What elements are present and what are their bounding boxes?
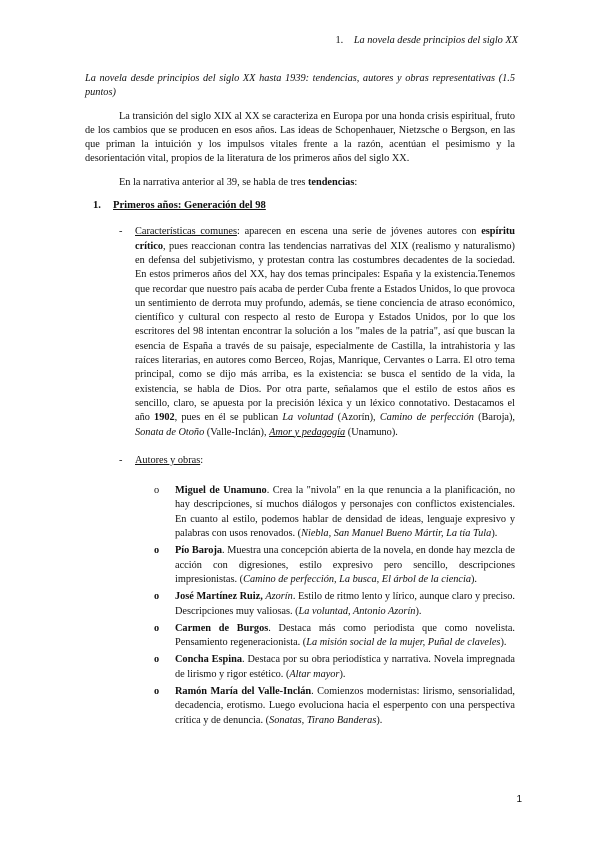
author-works: La voluntad, Antonio Azorín [298, 605, 416, 617]
author-description: . Destaca más como periodista que como novelista. Pensamiento regeneracionista. ( [175, 622, 515, 649]
list-item [154, 622, 515, 651]
autores-suffix: : [200, 454, 204, 466]
bullet-icon: o [154, 654, 160, 666]
author-works: La misión social de la mujer, Puñal de claveles [306, 637, 501, 649]
running-header [336, 34, 518, 48]
bullet-icon: o [154, 685, 160, 697]
autores-label: Autores y obras [135, 454, 201, 466]
page-number: 1 [516, 794, 522, 805]
bullet-icon: o [154, 485, 160, 497]
author-name: José Martínez Ruiz, [175, 591, 266, 603]
author-end: ). [415, 605, 422, 617]
caracteristicas-text-7: (Unamuno). [345, 426, 398, 438]
author-end: ). [376, 714, 383, 726]
list-item [154, 590, 516, 619]
caracteristicas-paragraph [135, 225, 515, 439]
author-end: ). [471, 573, 478, 585]
authors-list [154, 484, 516, 728]
list-item [154, 685, 515, 728]
caracteristicas-text-5: (Baroja), [473, 412, 516, 424]
work-title: Camino de perfección [379, 412, 474, 424]
author-end: ). [500, 637, 507, 649]
list-item [154, 653, 515, 682]
author-name: Miguel de Unamuno [175, 485, 267, 497]
section-number: 1. [93, 200, 101, 212]
tendencias-bold: tendencias [307, 176, 355, 188]
author-description: . Crea la "nivola" en la que renuncia a la planificación, no hay descripciones, sí muchos diálogos y personajes con conflictos existenciales. En cuanto al estilo, podemos hablar de densidad de ideas, lenguaje expresivo y palabras con usos renovados. ( [175, 485, 515, 540]
document-title: La novela desde principios del siglo XX hasta 1939: tendencias, autores y obras representativas (1.5 puntos) [85, 73, 515, 99]
author-description: . Destaca por su obra periodística y narrativa. Novela impregnada de lirismo y rigor estético. ( [175, 654, 515, 680]
work-title: La voluntad [282, 412, 334, 424]
author-works: Camino de perfección, La busca, El árbol de la ciencia [243, 573, 471, 585]
author-works: Niebla, San Manuel Bueno Mártir, La tía Tula [301, 528, 492, 540]
work-title: Sonata de Otoño [135, 426, 205, 438]
bullet-icon: o [154, 545, 160, 557]
bullet-icon: o [154, 622, 160, 634]
author-works: Sonatas, Tirano Banderas [269, 714, 377, 726]
author-works: Altar mayor [289, 668, 340, 680]
caracteristicas-text-6: (Valle-Inclán), [204, 426, 270, 438]
author-alias: Azorín [265, 591, 293, 603]
author-description: . Comienzos modernistas: lirismo, sensorialidad, decadencia, erotismo. Luego evoluciona hacia el esperpento con una perspectiva crítica y de denuncia. ( [175, 685, 515, 726]
header-title: La novela desde principios del siglo XX [353, 35, 518, 46]
caracteristicas-text-1: : aparecen en escena una serie de jóvenes autores con [236, 226, 482, 238]
author-name: Pío Baroja [175, 545, 223, 557]
autores-heading [135, 454, 515, 468]
tendencias-paragraph [85, 176, 515, 190]
author-description: . Muestra una concepción abierta de la novela, en donde hay mezcla de acción con digresiones, estilo expresivo pero sencillo, descripciones impresionistas. ( [175, 545, 516, 585]
tendencias-prefix: En la narrativa anterior al 39, se habla de tres [119, 176, 308, 188]
list-item [154, 484, 515, 541]
author-name: Ramón María del Valle-Inclán [175, 685, 312, 697]
caracteristicas-text-4: (Azorín), [333, 412, 380, 424]
caracteristicas-bold-2: 1902 [154, 412, 175, 424]
list-item [154, 544, 516, 587]
caracteristicas-label: Características comunes [135, 226, 237, 238]
caracteristicas-text-3: , pues en él se publican [174, 412, 283, 424]
author-end: ). [339, 668, 346, 680]
header-number: 1. [335, 35, 344, 46]
author-end: ). [491, 528, 498, 540]
section-title: Primeros años: Generación del 98 [113, 200, 266, 212]
section-heading [93, 199, 515, 213]
author-name: Carmen de Burgos [175, 622, 269, 634]
caracteristicas-bold-1: espíritu crítico [135, 226, 515, 252]
author-description: . Estilo de ritmo lento y lírico, aunque claro y preciso. Descripciones muy valiosas. ( [175, 591, 516, 617]
bullet-icon: o [154, 591, 160, 603]
intro-paragraph: La transición del siglo XIX al XX se caracteriza en Europa por una honda crisis espiritual, fruto de los cambios que se producen en esos años. Las ideas de Schopenhauer, Nietzsche o Bergson, en las que priman la intuición y los impulsos vitales frente a la razón, acentúan el pesimismo y la desorientación vital, propios de la literatura de los primeros años del siglo XX. [85, 110, 515, 165]
work-title: Amor y pedagogía [269, 426, 346, 438]
author-name: Concha Espina [175, 654, 242, 666]
tendencias-suffix: : [354, 176, 358, 188]
caracteristicas-text-2: , pues reaccionan contra las tendencias narrativas del XIX (realismo y naturalismo) en defensa del subjetivismo, y protestan contra las costumbres decadentes de la sociedad. En estos primeros años del XX, hay dos temas principales: España y la existencia.Tenemos que recordar que nuestro país acaba de perder Cuba frente a Estados Unidos, lo que provoca un sentimiento de derrota muy profundo, además, se tiene conciencia de atraso económico, científico y cultural con respecto al resto de Europa y Estados Unidos, por lo que los escritores del 98 intentan encontrar la solución a los "males de la patria", así que buscan la esencia de España a través de su paisaje, especialmente de Castilla, la intrahistoria y las raíces literarias, en autores como Berceo, Rojas, Manrique, Cervantes o Larra. El otro tema principal, como se dijo más arriba, es la existencia: se busca el sentido de la vida, la existencia, se habla de Dios. Por otra parte, señalamos que el estilo de estos años es sencillo, claro, se apuesta por la precisión léxica y un léxico connotativo. Destacamos el año [135, 240, 515, 424]
main-content [85, 72, 515, 731]
